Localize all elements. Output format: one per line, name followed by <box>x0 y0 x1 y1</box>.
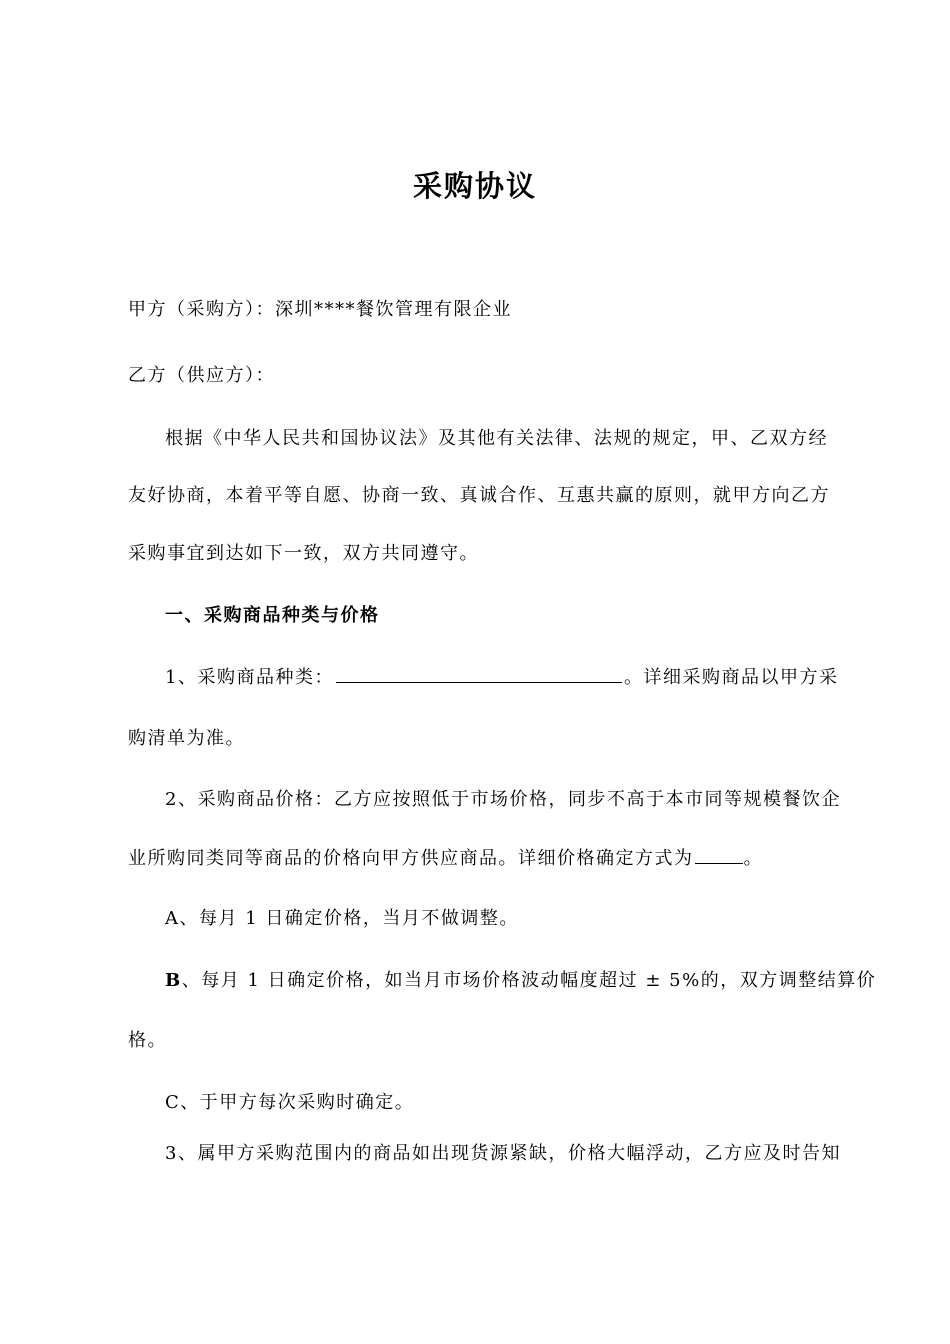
option-b-line-1 <box>165 967 877 995</box>
preamble-line-3: 采购事宜到达如下一致，双方共同遵守。 <box>128 543 479 564</box>
document-title: 采购协议 <box>412 169 537 203</box>
item-1-suffix: 。详细采购商品以甲方采 <box>623 667 839 688</box>
item-2-line-2 <box>128 845 828 873</box>
party-b-line: 乙方（供应方）： <box>128 365 275 386</box>
option-a: A、每月 1 日确定价格，当月不做调整。 <box>165 908 519 929</box>
section-1-heading: 一、采购商品种类与价格 <box>165 605 380 626</box>
option-b-letter: B <box>165 970 182 991</box>
item-2-line-2-end: 。 <box>743 848 763 869</box>
party-a-line: 甲方（采购方）：深圳****餐饮管理有限企业 <box>128 299 512 320</box>
option-b-line-2: 格。 <box>128 1030 167 1051</box>
item-2-line-2-text: 业所购同类同等商品的价格向甲方供应商品。详细价格确定方式为 <box>128 848 694 869</box>
product-type-blank <box>336 664 622 683</box>
item-1-line-2: 购清单为准。 <box>128 728 245 749</box>
item-2-line-1: 2、采购商品价格：乙方应按照低于市场价格，同步不高于本市同等规模餐饮企 <box>165 789 841 810</box>
option-b-text: 、每月 1 日确定价格，如当月市场价格波动幅度超过 ± 5%的，双方调整结算价 <box>181 970 877 991</box>
preamble-line-2: 友好协商，本着平等自愿、协商一致、真诚合作、互惠共赢的原则，就甲方向乙方 <box>128 485 830 506</box>
item-3-line-1: 3、属甲方采购范围内的商品如出现货源紧缺，价格大幅浮动，乙方应及时告知 <box>165 1143 841 1164</box>
preamble-line-1: 根据《中华人民共和国协议法》及其他有关法律、法规的规定，甲、乙双方经 <box>165 428 828 449</box>
item-1-line-1 <box>165 664 839 692</box>
option-c: C、于甲方每次采购时确定。 <box>165 1092 415 1113</box>
price-method-blank <box>695 845 743 864</box>
item-1-prefix: 1、采购商品种类： <box>165 667 334 688</box>
